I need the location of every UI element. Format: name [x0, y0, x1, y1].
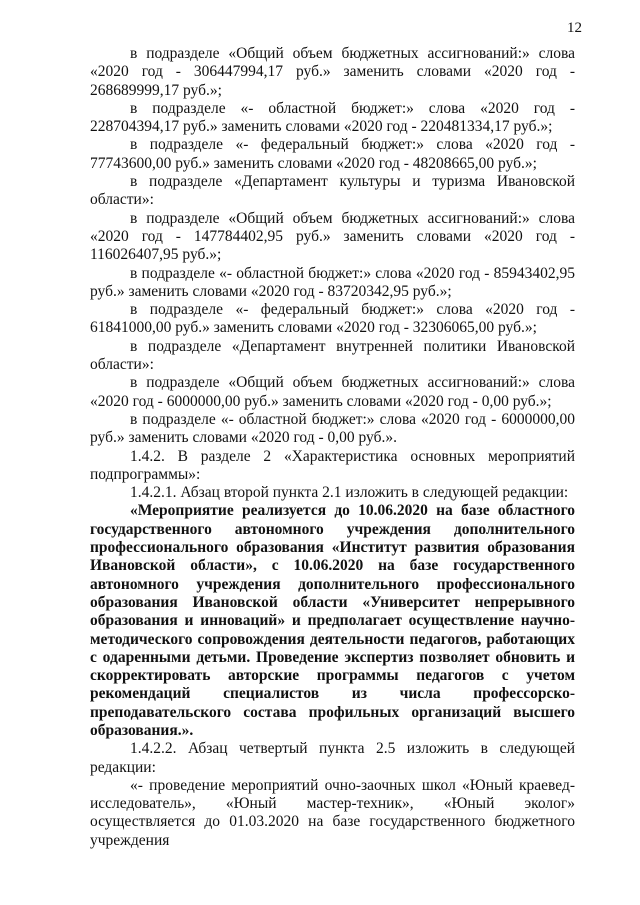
paragraph-7: в подразделе «- федеральный бюджет:» слова «2020 год - 61841000,00 руб.» заменить словами «2020 год - 32306065,00 руб.»;: [90, 301, 575, 337]
paragraph-10: в подразделе «- областной бюджет:» слова «2020 год - 6000000,00 руб.» заменить словами «2020 год - 0,00 руб.».: [90, 410, 575, 447]
paragraph-4: в подразделе «Департамент культуры и туризма Ивановской области»:: [90, 173, 575, 209]
page-number: 12: [567, 20, 582, 36]
paragraph-8: в подразделе «Департамент внутренней политики Ивановской области»:: [90, 337, 575, 374]
paragraph-12: 1.4.2.1. Абзац второй пункта 2.1 изложить в следующей редакции:: [130, 484, 569, 502]
paragraph-1: в подразделе «Общий объем бюджетных ассигнований:» слова «2020 год - 306447994,17 руб.» заменить словами «2020 год - 268689999,17 руб.»;: [90, 45, 575, 99]
paragraph-2: в подразделе «- областной бюджет:» слова «2020 год - 228704394,17 руб.» заменить словами «2020 год - 220481334,17 руб.»;: [90, 99, 575, 136]
paragraph-9: в подразделе «Общий объем бюджетных ассигнований:» слова «2020 год - 6000000,00 руб.» заменить словами «2020 год - 0,00 руб.»;: [90, 374, 575, 410]
paragraph-13: «Мероприятие реализуется до 10.06.2020 на базе областного государственного автономного учреждения дополнительного профессионального образования «Институт развития образования Ивановской области», с 10.06.2020 на базе государственного автономного учреждения дополнительного профессионального образования Ивановской области «Университет непрерывного образования и инноваций» и предполагает осуществление научно-методического сопровождения деятельности педагогов, работающих с одаренными детьми. Проведение экспертиз позволяет обновить и скорректировать авторские программы педагогов с учетом рекомендаций специалистов из числа профессорско-преподавательского состава профильных организаций высшего образования.».: [90, 502, 575, 739]
paragraph-14: 1.4.2.2. Абзац четвертый пункта 2.5 изложить в следующей редакции:: [90, 740, 575, 776]
document-body: [90, 45, 575, 850]
paragraph-6: в подразделе «- областной бюджет:» слова «2020 год - 85943402,95 руб.» заменить словами «2020 год - 83720342,95 руб.»;: [90, 264, 575, 300]
paragraph-11: 1.4.2. В разделе 2 «Характеристика основных мероприятий подпрограммы»:: [90, 447, 575, 483]
paragraph-5: в подразделе «Общий объем бюджетных ассигнований:» слова «2020 год - 147784402,95 руб.» заменить словами «2020 год - 116026407,95 руб.»;: [90, 209, 575, 264]
paragraph-15: «- проведение мероприятий очно-заочных школ «Юный краевед-исследователь», «Юный мастер-техник», «Юный эколог» осуществляется до 01.03.2020 на базе государственного бюджетного учреждения: [90, 776, 575, 849]
paragraph-3: в подразделе «- федеральный бюджет:» слова «2020 год - 77743600,00 руб.» заменить словами «2020 год - 48208665,00 руб.»;: [90, 136, 575, 172]
